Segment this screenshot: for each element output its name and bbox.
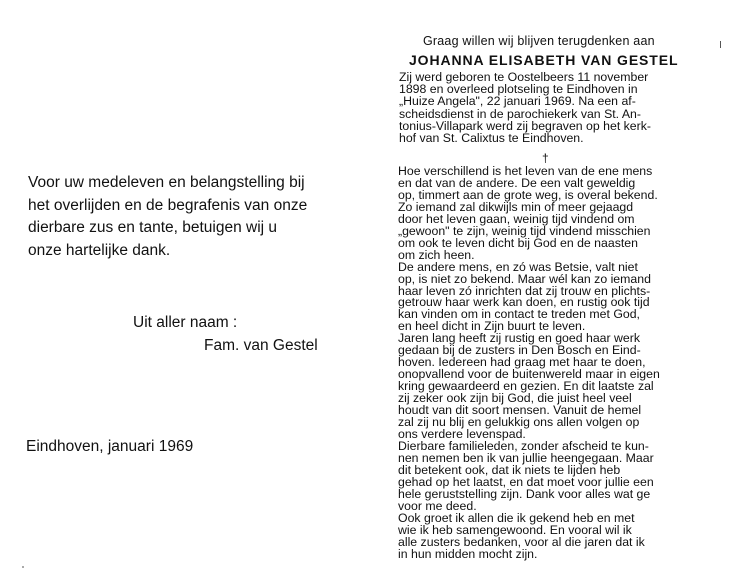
memorial-line: door het leven gaan, weinig tijd vindend om bbox=[398, 211, 635, 226]
thank-you-line: onze hartelijke dank. bbox=[28, 241, 171, 259]
memorial-line: Zo iemand zal dikwijls min of meer gejaagd bbox=[398, 199, 634, 214]
thank-you-line: Voor uw medeleven en belangstelling bij bbox=[28, 174, 305, 191]
memorial-line: op, is niet zo bekend. Maar wél kan zo iemand bbox=[398, 271, 651, 286]
biography bbox=[399, 71, 699, 144]
memorial-line: en dat van de andere. De een valt geweldig bbox=[398, 175, 636, 190]
memorial-line: dit betekent ook, dat ik niets te lijden heb bbox=[398, 462, 621, 477]
memorial-line: hele geruststelling zijn. Dank voor alles wat ge bbox=[398, 486, 651, 501]
memorial-panel bbox=[367, 0, 735, 582]
memorial-line: „gewoon" te zijn, weinig tijd vindend misschien bbox=[398, 223, 651, 238]
memorial-line: Jaren lang heeft zij rustig en goed haar werk bbox=[398, 331, 640, 346]
biography-line: hof van St. Calixtus te Eindhoven. bbox=[399, 131, 584, 146]
biography-line: scheidsdienst in de parochiekerk van St. An- bbox=[399, 106, 641, 121]
memorial-intro: Graag willen wij blijven terugdenken aan bbox=[423, 34, 655, 48]
biography-line: 1898 en overleed plotseling te Eindhoven in bbox=[399, 82, 638, 97]
memorial-line: Ook groet ik allen die ik gekend heb en met bbox=[398, 510, 635, 525]
memorial-line: hoven. Iedereen had graag met haar te doen, bbox=[398, 355, 646, 370]
thank-you-message bbox=[28, 172, 348, 262]
memorial-line: om ook te leven dicht bij God en de naasten bbox=[398, 235, 638, 250]
signature-intro: Uit aller naam : bbox=[133, 314, 238, 331]
fold-mark bbox=[720, 41, 721, 48]
memorial-line: op, timmert aan de grote weg, is overal bekend. bbox=[398, 187, 658, 202]
print-speck bbox=[22, 566, 24, 568]
place-and-date: Eindhoven, januari 1969 bbox=[26, 438, 194, 455]
memorial-line: zal zij nu blij en gelukkig ons allen volgen op bbox=[398, 415, 640, 430]
thank-you-line: het overlijden en de begrafenis van onze bbox=[28, 196, 308, 214]
memorial-line: getrouw haar werk kan doen, en rustig ook tijd bbox=[398, 295, 650, 310]
biography-line: Zij werd geboren te Oostelbeers 11 november bbox=[399, 70, 649, 84]
memorial-text bbox=[398, 166, 708, 560]
memorial-line: voor me deed. bbox=[398, 498, 477, 513]
cross-icon: † bbox=[542, 151, 549, 165]
memorial-line: alle zusters bedanken, voor al die jaren dat ik bbox=[398, 534, 645, 549]
biography-line: tonius-Villapark werd zij begraven op het kerk- bbox=[399, 118, 651, 133]
memorial-line: gehad op het laatst, en dat moet voor jullie een bbox=[398, 474, 654, 489]
memorial-line: kan vinden om in contact te treden met God, bbox=[398, 307, 640, 322]
thank-you-line: dierbare zus en tante, betuigen wij u bbox=[28, 219, 278, 236]
memorial-line: wie ik heb samengewoond. En vooral wil ik bbox=[398, 522, 632, 537]
memorial-line: Hoe verschillend is het leven van de ene mens bbox=[398, 164, 653, 178]
memorial-line: kring gewaardeerd en gezien. En dit laatste zal bbox=[398, 379, 654, 394]
signature-name: Fam. van Gestel bbox=[204, 337, 318, 354]
memorial-line: gedaan bij de zusters in Den Bosch en Eind- bbox=[398, 343, 641, 358]
memorial-line: en heel dicht in Zijn buurt te leven. bbox=[398, 319, 586, 334]
memorial-line: ons verdere levenspad. bbox=[398, 426, 526, 441]
memorial-line: haar leven zó inrichten dat zij trouw en plichts- bbox=[398, 283, 651, 298]
memorial-line: onopvallend voor de buitenwereld maar in eigen bbox=[398, 367, 660, 382]
deceased-name: JOHANNA ELISABETH VAN GESTEL bbox=[409, 52, 679, 68]
memorial-line: om zich heen. bbox=[398, 247, 475, 262]
memorial-line: De andere mens, en zó was Betsie, valt niet bbox=[398, 259, 638, 274]
biography-line: „Huize Angela", 22 januari 1969. Na een af- bbox=[399, 94, 636, 109]
memorial-line: in hun midden mocht zijn. bbox=[398, 546, 538, 561]
memorial-line: houdt van dit soort mensen. Vanuit de hemel bbox=[398, 403, 642, 418]
memorial-line: Dierbare familieleden, zonder afscheid te kun- bbox=[398, 438, 649, 453]
memorial-line: nen nemen ben ik van jullie heengegaan. Maar bbox=[398, 450, 654, 465]
memorial-line: zij zeker ook zijn bij God, die juist heel veel bbox=[398, 391, 632, 406]
thank-you-panel bbox=[0, 0, 367, 582]
